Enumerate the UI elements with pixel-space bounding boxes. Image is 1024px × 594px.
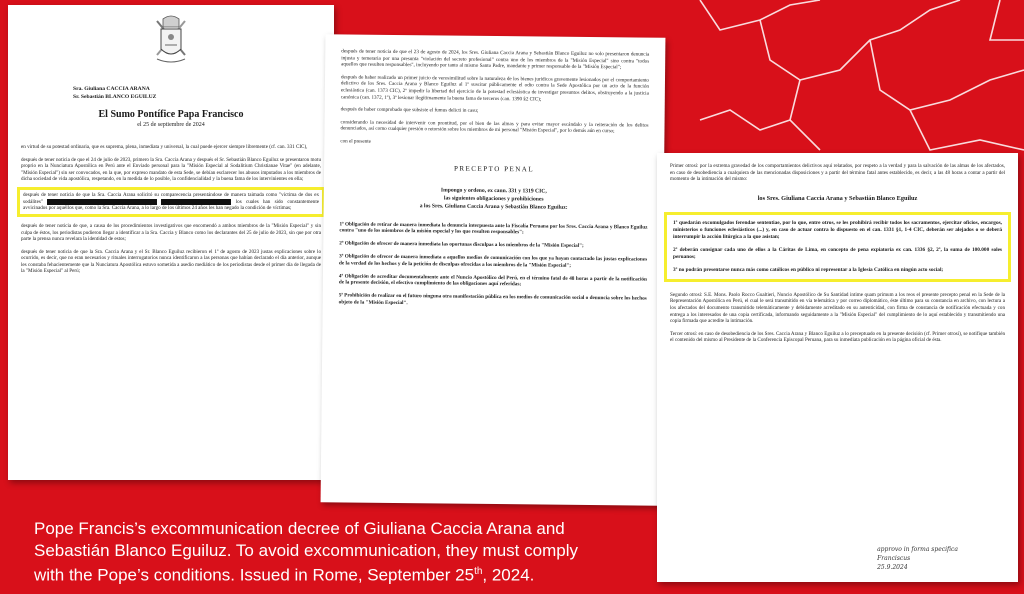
recipient-name: Sr. Sebastián BLANCO EGUILUZ xyxy=(73,94,157,100)
caption-text: , 2024. xyxy=(482,565,535,585)
paragraph: considerando la necesidad de intervenir con prontitud, por el bien de las almas y para evitar mayor escándalo y la reiteración de los delitos denunciados, así como cualquier presión o retorsión sobre los miembros de mi personal "Misión Especial", por lo demás aún en curso; xyxy=(340,119,649,135)
obligation-item: 5ª Prohibición de realizar en el futuro ninguna otra manifestación pública en los medios de comunicación social o denuncia sobre los hechos objeto de la "Misión Especial". xyxy=(338,292,647,307)
document-date: el 25 de septiembre de 2024 xyxy=(137,122,205,128)
paragraph: después de tener noticia de que el 24 de julio de 2023, primero la Sra. Caccia Arana y después el Sr. Sebastián Blanco Eguiluz se presentaron motu proprio en la Nunciatura Apostólica en Perú ante el Enviado personal para la "Misión Especial al Sodalitium Christianae Vitae" (en adelante, "Misión Especial") sin ser convocados, en la que, por expreso mandato de esta Sede, se debían esclarecer los abusos imputados a los miembros de dicha sociedad de vida apostólica, respetando, en la medida de lo posible, la confidencialidad y la buena fama de los intervinientes en ella; xyxy=(21,156,321,183)
caption-text: with the Pope’s conditions. Issued in Rome, September 25 xyxy=(34,565,475,585)
signature-line: Franciscus xyxy=(877,555,911,562)
signature-line: 25.9.2024 xyxy=(877,564,908,571)
caption-line: Sebastián Blanco Eguiluz. To avoid excommunication, they must comply xyxy=(34,540,578,560)
penalty-item: 3º no podrán presentarse nunca más como católicos en público ni representar a la Iglesia Católica en ningún acto social; xyxy=(673,266,944,273)
paragraph: Tercer otrosí: en caso de desobediencia de los Sres. Caccia Arana y Blanco Eguiluz a lo preceptuado en la presente decisión (cf. Primer otrosí), se notifique también el contenido del mismo al Presidente de la Conferencia Episcopal Peruana, para su inmediata publicación en la página oficial de ésta. xyxy=(670,330,1005,344)
decree-page-2 xyxy=(321,34,666,506)
obligation-item: 2ª Obligación de ofrecer de manera inmediata las oportunas disculpas a los miembros de la "Misión Especial"; xyxy=(339,240,584,250)
paragraph: después de tener noticia de que el 23 de agosto de 2024, los Sres. Giuliana Caccia Arana y Sebastián Blanco Eguiluz no solo presentaron denuncia injusta y temeraria por una presunta "violación del secreto profesional" contra uno de los miembros de la "Misión Especial" sino contra "todos aquellos que resulten responsables", incluyendo por tanto al mismo Santo Padre, mandante y primer responsable de la "Misión Especial"; xyxy=(341,48,650,71)
penalty-item: 2º deberán consignar cada uno de ellos a la Cáritas de Lima, en concepto de pena expiatoria ex can. 1336 §2, 2º, la suma de 100.000 soles peruanos; xyxy=(673,246,1002,260)
paragraph: después de haber realizado un primer juicio de verosimilitud sobre la naturaleza de los bienes jurídicos gravemente lesionados por el comportamiento delictivo de los Sres. Caccia Arana y Blanco Eguiluz al 1º suscitar públicamente el odio contra la Sede Apostólica por un acto de la función eclesiástica (can. 1373 CIC), 2º impedir la libertad del ejercicio de la potestad eclesiástica de investigar presuntos delitos, obstruyendo a la justicia canónica (can. 1372, 1º), 3º lesionar ilegítimamente la buena fama de terceros (can. 1390 §2 CIC); xyxy=(340,74,650,103)
recipient-names: los Sres. Giuliana Caccia Arana y Sebastián Blanco Eguiluz xyxy=(757,194,918,202)
decree-page-3 xyxy=(657,153,1018,582)
highlighted-text: los cuales han sido constantemente avvicinados por aquéllos que, como la Sra. Caccia Arana, a lo largo de los últimos 24 años les han negado la condición de víctimas; xyxy=(23,198,320,212)
papal-coat-of-arms-icon xyxy=(149,15,193,67)
obligation-item: 1ª Obligación de retirar de manera inmediata la denuncia interpuesta ante la Fiscalía Peruana por los Sres. Caccia Arana y Blanco Eguiluz contra "uno de los miembros de la misión especial y los que resulten responsables"; xyxy=(339,220,648,236)
paragraph: Primer otrosí: por la extrema gravedad de los comportamientos delictivos aquí relatados, por respeto a la verdad y para la salvación de las almas de los afectados, en caso de desobediencia a cualquiera de las mencionadas disposiciones y a partir del término fatal antes establecido, es decir, a las 48 horas a contar a partir del momento de la intimación del mismo: xyxy=(670,163,1005,183)
caption-superscript: th xyxy=(474,566,483,577)
obligation-item: 3ª Obligación de ofrecer de manera inmediata a aquellos medios de comunicación con los que ya hayan contactado las justas explicaciones de la verdad de los hechos y de la petición de disculpas ofrecidas a los miembros de la "Misión Especial"; xyxy=(339,253,648,269)
redaction-bar xyxy=(161,199,231,205)
caption-line xyxy=(34,561,634,586)
recipient-names xyxy=(73,85,321,101)
obligation-item: 4ª Obligación de acreditar documentalmente ante el Nuncio Apostólico del Perú, en el término fatal de 48 horas a partir de la notificación de la presente decisión, el efectivo cumplimiento de las obligaciones aquí referidas; xyxy=(338,272,647,288)
highlighted-passage xyxy=(664,212,1011,282)
image-caption xyxy=(34,518,634,586)
signature-line: approvo in forma specifica xyxy=(877,546,958,553)
section-heading: PRECEPTO PENAL xyxy=(453,164,535,173)
paragraph: en virtud de su potestad ordinaria, que es suprema, plena, inmediata y universal, la cual puede ejercer siempre libremente (cf. can. 331 CIC), xyxy=(21,144,308,150)
decree-page-1 xyxy=(8,5,334,480)
document-title: El Sumo Pontífice Papa Francisco xyxy=(98,109,244,120)
decree-clause: las siguientes obligaciones y prohibiciones xyxy=(443,195,544,203)
redaction-bar xyxy=(47,199,157,205)
paragraph: después de haber comprobado que subsiste el fumus delicti in casu; xyxy=(340,106,479,114)
penalty-item: 1º quedarán excomulgados ferendae sententiae, por lo que, entre otros, se les prohibirá recibir todos los sacramentos, ejercitar oficios, encargos, ministerios o funciones eclesiásticos (...) y, en caso de actuar contra lo dispuesto en el can. 1331 §1, 1-4 CIC, deberán ser alejados o se deberá interrumpir la acción litúrgica a la que asistan; xyxy=(673,219,1002,240)
decree-clause: a los Sres. Giuliana Caccia Arana y Sebastián Blanco Eguiluz: xyxy=(419,202,568,211)
paragraph: después de tener noticia de que la Sra. Caccia Arana y el Sr. Blanco Eguiluz recibieron el 1º de agosto de 2023 justas explicaciones sobre lo ocurrido, es decir, que no eran necesarios y rituales interrogatorios nunca identificaron a las personas que habían declarado el día anterior, aunque les constaba fehacientemente que la Nunciatura Apostólica estuvo sometida a asedio mediático de los periodistas desde el primer día de llegada de la "Misión Especial" al Perú; xyxy=(21,248,321,275)
highlighted-passage xyxy=(17,187,325,217)
highlighted-text: después de tener noticia de que la Sra. Caccia Arana solicitó su comparecencia presentándose de manera taimada como "víctima de dos ex sodálites" xyxy=(23,191,319,205)
recipient-name: Sra. Giuliana CACCIA ARANA xyxy=(73,86,150,92)
caption-line: Pope Francis’s excommunication decree of Giuliana Caccia Arana and xyxy=(34,519,565,538)
papal-signature xyxy=(877,545,958,572)
paragraph: con el presente xyxy=(340,138,371,145)
decree-clause: Impongo y ordeno, ex cann. 331 y 1319 CIC, xyxy=(440,186,547,195)
paragraph: después de tener noticia de que, a causa de los procedimientos investigativos que encomendó a ambos miembros de la "Misión Especial" y sin culpa de éstos, los periodistas pudieron llegar a identificar a la Sra. Caccia y Blanco como los declarantes del 25 de julio de 2023, sin que por otra parte la prensa nunca revelara la identidad de estos; xyxy=(21,222,321,243)
paragraph: Segundo otrosí: S.E. Mons. Paolo Rocco Gualtieri, Nuncio Apostólico de Su Santidad intime quam primum a los reos el presente precepto penal en la Sede de la Representación Apostólica en Perú, el cual le será transmitido en vía telemática y por correo diplomático, éste último para su constancia en archivo, con lectura a los afectados del documento transmitido telemáticamente y debidamente acreditado en su autenticidad, con firma de constancia de notificación efectuada y con entrega a los interesados de una copia certificada, informando seguidamente a la "Misión Especial" del cumplimiento de lo aquí establecido y transmitiendo una copia firmada que acredite la intimación. xyxy=(670,291,1005,325)
